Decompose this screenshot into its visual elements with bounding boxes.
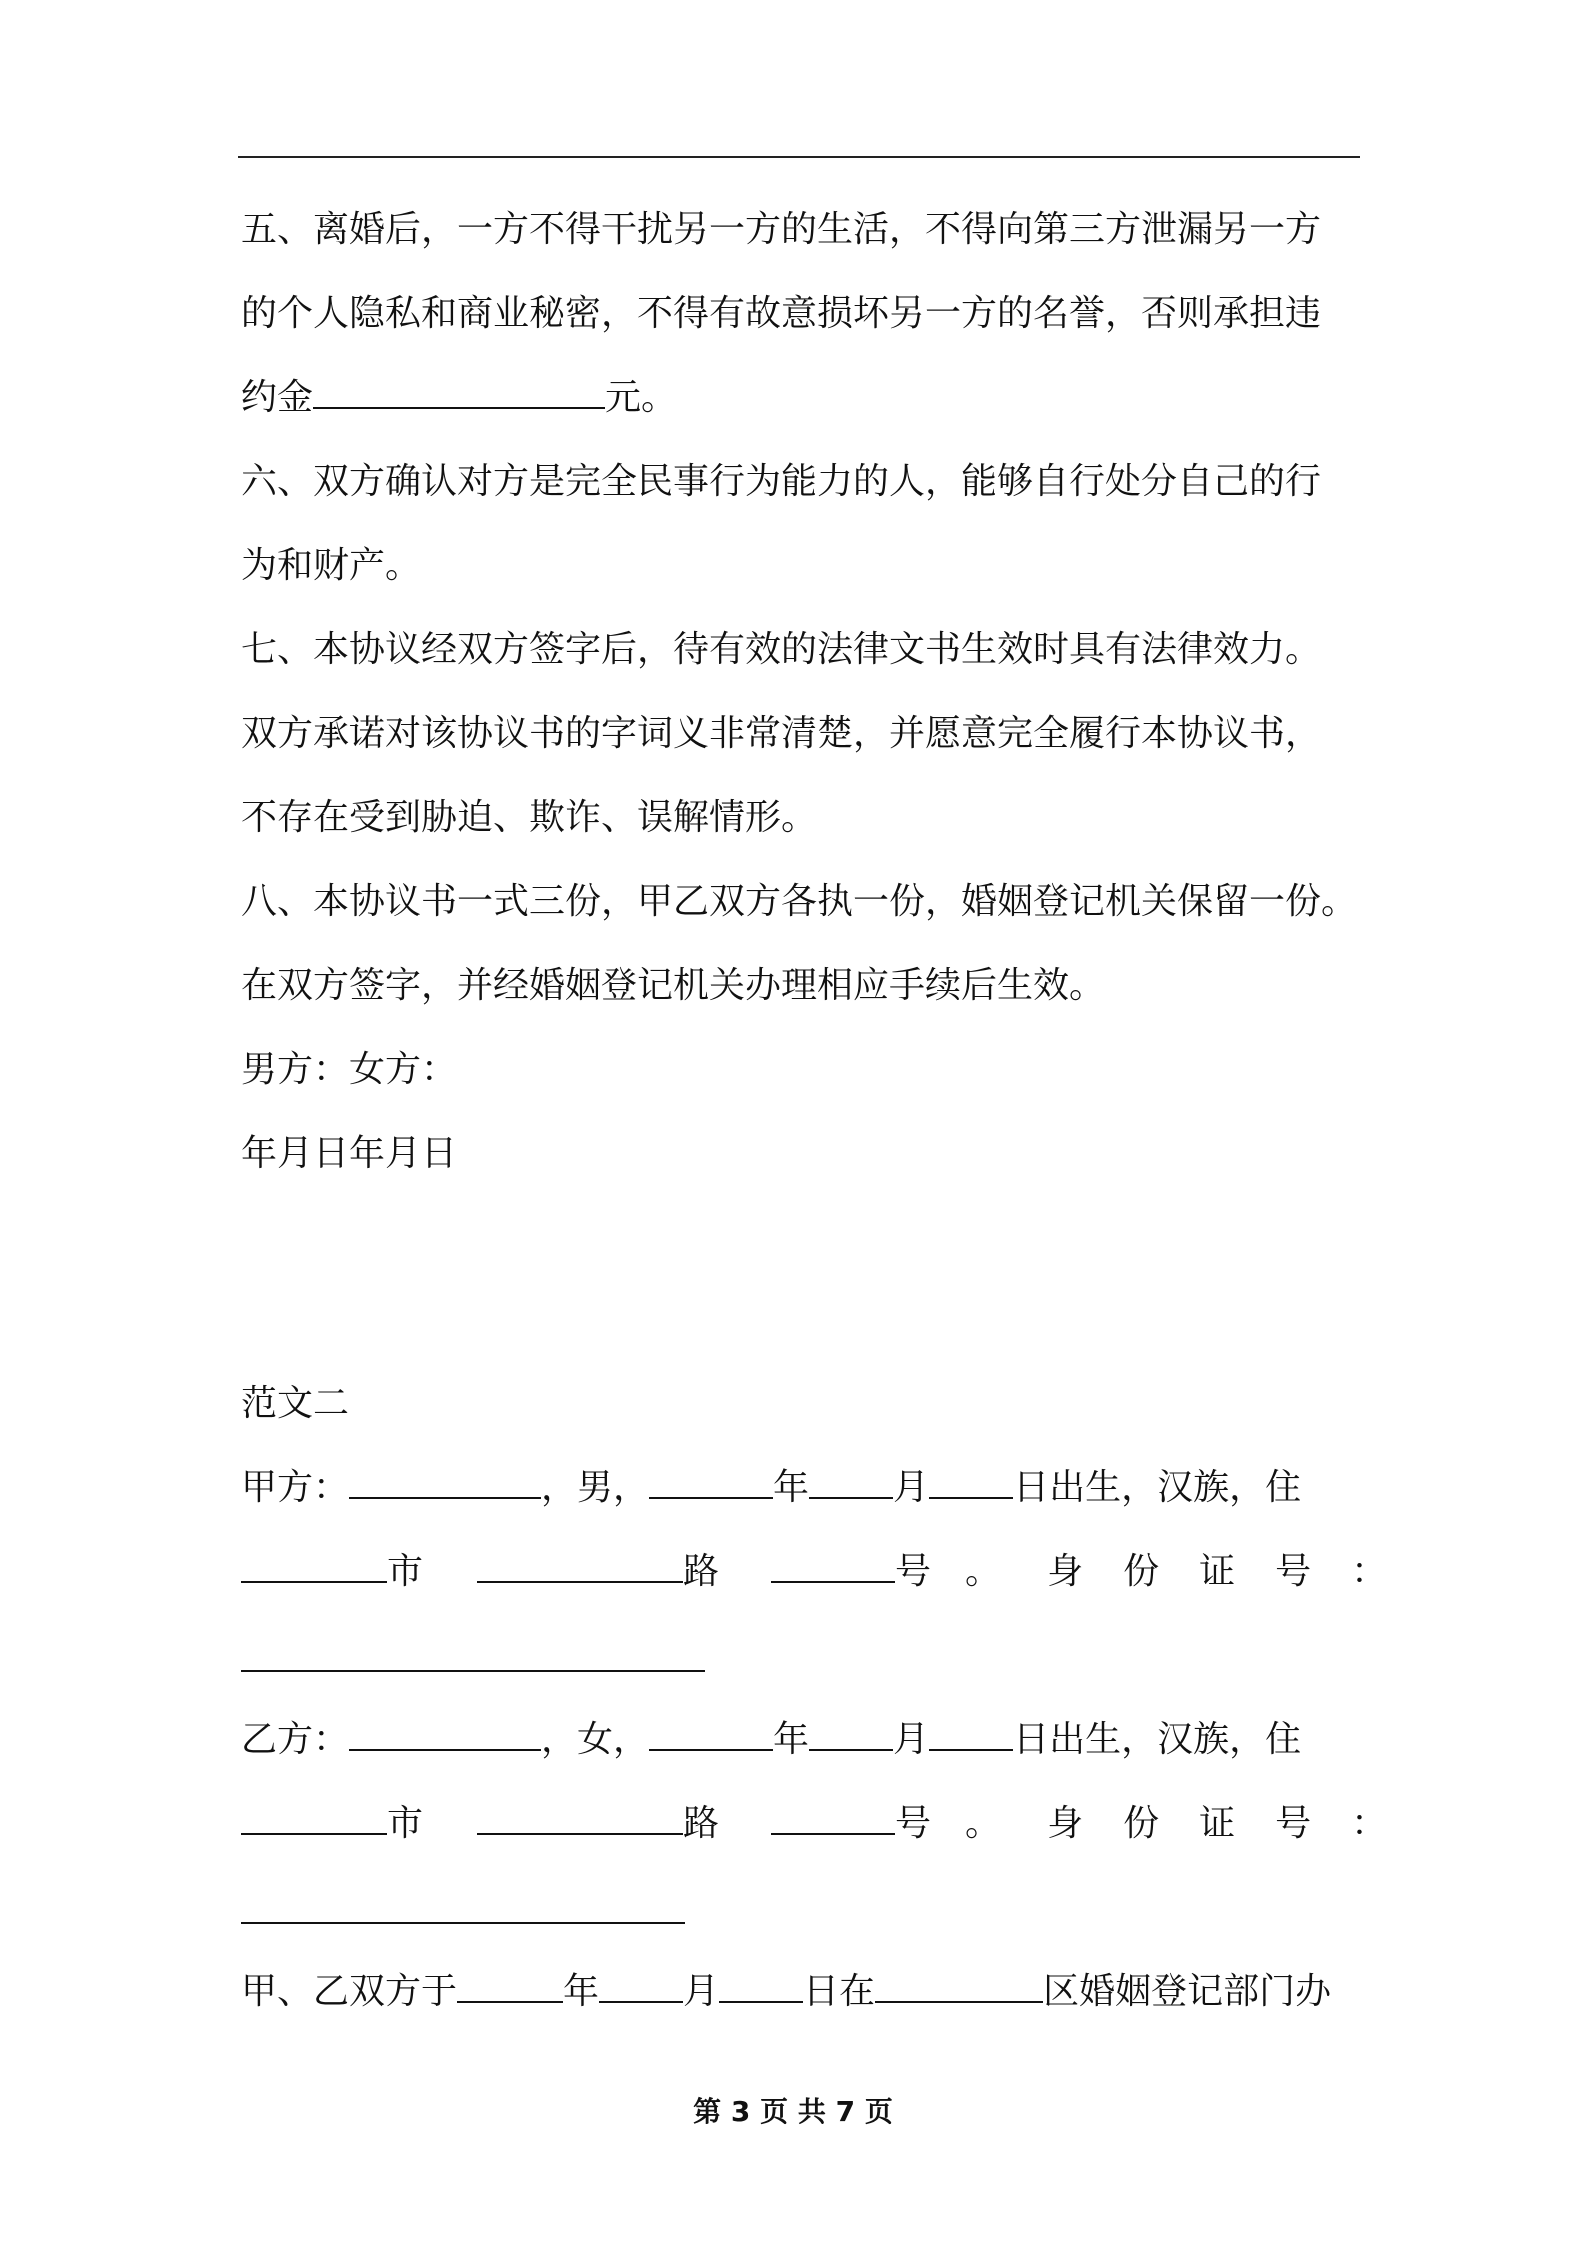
id-label-char: 份 — [1123, 1803, 1160, 1844]
id-number-blank — [241, 1670, 705, 1672]
period-text: 。 — [965, 1803, 1002, 1844]
paragraph-line: 双方承诺对该协议书的字词义非常清楚，并愿意完全履行本协议书， — [241, 713, 1322, 754]
year-text: 年 — [773, 1467, 810, 1508]
paragraph-line: 五、离婚后，一方不得干扰另一方的生活，不得向第三方泄漏另一方 — [241, 209, 1322, 250]
month-text: 月 — [893, 1719, 930, 1760]
paragraph-line — [241, 374, 1356, 422]
number-text: 号 — [895, 1803, 932, 1844]
birth-text: 日出生，汉族，住 — [1013, 1719, 1302, 1760]
number-text: 号 — [895, 1551, 932, 1592]
page-footer: 第 3 页 共 7 页 — [693, 2095, 893, 2128]
party-b-line — [241, 1716, 1356, 1764]
fill-in-blank — [313, 377, 605, 409]
header-rule — [238, 156, 1360, 158]
number-blank — [771, 1803, 895, 1835]
city-blank — [241, 1551, 387, 1583]
paragraph-line: 七、本协议经双方签字后，待有效的法律文书生效时具有法律效力。 — [241, 629, 1322, 670]
party-label: 乙方： — [241, 1719, 350, 1760]
name-blank — [349, 1467, 541, 1499]
day-blank — [719, 1971, 803, 2003]
day-text: 日在 — [803, 1971, 876, 2012]
id-label-char: 号 — [1275, 1803, 1312, 1844]
name-blank — [349, 1719, 541, 1751]
id-label-char: 号 — [1275, 1551, 1312, 1592]
day-blank — [929, 1719, 1013, 1751]
registration-line — [241, 1968, 1356, 2016]
month-text: 月 — [683, 1971, 720, 2012]
city-text: 市 — [387, 1803, 424, 1844]
month-blank — [599, 1971, 683, 2003]
id-label-char: 身 — [1047, 1803, 1084, 1844]
road-text: 路 — [683, 1551, 720, 1592]
party-a-line — [241, 1464, 1356, 1512]
district-blank — [875, 1971, 1043, 2003]
year-text: 年 — [563, 1971, 600, 2012]
road-text: 路 — [683, 1803, 720, 1844]
month-blank — [809, 1719, 893, 1751]
year-blank — [457, 1971, 563, 2003]
section-title: 范文二 — [241, 1383, 350, 1424]
signature-line: 男方：女方： — [241, 1049, 458, 1090]
id-label-char: ： — [1351, 1803, 1388, 1844]
paragraph-line: 六、双方确认对方是完全民事行为能力的人，能够自行处分自己的行 — [241, 461, 1322, 502]
paragraph-line: 的个人隐私和商业秘密，不得有故意损坏另一方的名誉，否则承担违 — [241, 293, 1322, 334]
birth-text: 日出生，汉族，住 — [1013, 1467, 1302, 1508]
text-segment: 元。 — [605, 377, 678, 418]
paragraph-line: 不存在受到胁迫、欺诈、误解情形。 — [241, 797, 818, 838]
year-blank — [649, 1467, 773, 1499]
id-label-char: 身 — [1047, 1551, 1084, 1592]
paragraph-line: 八、本协议书一式三份，甲乙双方各执一份，婚姻登记机关保留一份。 — [241, 881, 1358, 922]
date-line: 年月日年月日 — [241, 1133, 458, 1174]
gender-text: ，男， — [541, 1467, 650, 1508]
paragraph-line: 在双方签字，并经婚姻登记机关办理相应手续后生效。 — [241, 965, 1106, 1006]
paragraph-line: 为和财产。 — [241, 545, 422, 586]
id-label-char: ： — [1351, 1551, 1388, 1592]
party-b-address-line — [241, 1800, 1388, 1848]
number-blank — [771, 1551, 895, 1583]
city-blank — [241, 1803, 387, 1835]
road-blank — [477, 1551, 683, 1583]
id-label-char: 证 — [1199, 1551, 1236, 1592]
month-blank — [809, 1467, 893, 1499]
gender-text: ，女， — [541, 1719, 650, 1760]
day-blank — [929, 1467, 1013, 1499]
year-text: 年 — [773, 1719, 810, 1760]
party-label: 甲方： — [241, 1467, 350, 1508]
id-label-char: 证 — [1199, 1803, 1236, 1844]
road-blank — [477, 1803, 683, 1835]
period-text: 。 — [965, 1551, 1002, 1592]
month-text: 月 — [893, 1467, 930, 1508]
id-number-blank — [241, 1922, 685, 1924]
city-text: 市 — [387, 1551, 424, 1592]
year-blank — [649, 1719, 773, 1751]
text-segment: 甲、乙双方于 — [241, 1971, 458, 2012]
id-label-char: 份 — [1123, 1551, 1160, 1592]
text-segment: 区婚姻登记部门办 — [1043, 1971, 1332, 2012]
party-a-address-line — [241, 1548, 1388, 1596]
text-segment: 约金 — [241, 377, 314, 418]
